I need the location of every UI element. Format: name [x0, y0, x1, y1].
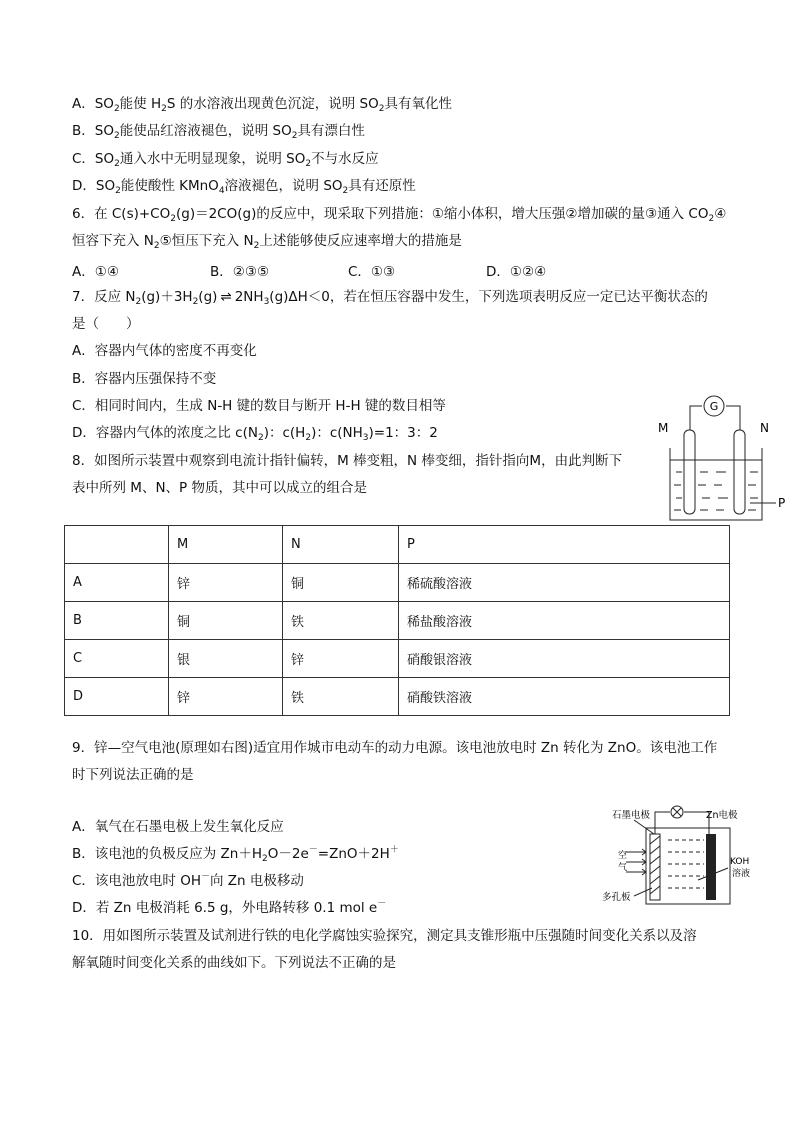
- table-cell: 稀盐酸溶液: [399, 602, 730, 640]
- q6-option-c: C．①③: [348, 264, 396, 280]
- table-cell: B: [65, 602, 169, 640]
- q7-option-d: D．容器内气体的浓度之比 $c(N_2)$：$c(H_2)$：$c(NH_3)=1$：3：2: [72, 425, 438, 443]
- solution-label: 溶液: [732, 869, 751, 879]
- q5-option-c: C．$SO_2$通入水中无明显现象，说明 $SO_2$不与水反应: [72, 151, 379, 169]
- table-cell: 铜: [283, 564, 399, 602]
- q6-stem-line1: 6．在 $C(s)+CO_2(g)=2CO(g)$的反应中，现采取下列措施：①缩小体积，增大压强②增加碳的量③通入 $CO_2④$: [72, 206, 727, 224]
- q9-stem-line1: 9．锌—空气电池(原理如右图)适宜用作城市电动车的动力电源。该电池放电时 Zn 转化为 ZnO。该电池工作: [72, 740, 718, 756]
- table-cell: 银: [169, 640, 283, 678]
- table-cell: C: [65, 640, 169, 678]
- table-row: [65, 602, 730, 640]
- table-row: [65, 564, 730, 602]
- q7-option-a: A．容器内气体的密度不再变化: [72, 343, 257, 359]
- label-p: P: [778, 496, 786, 510]
- table-cell: M: [169, 526, 283, 564]
- galvanometer-label: G: [709, 400, 719, 413]
- q7-stem-line2: 是（ ）: [72, 316, 140, 332]
- q5-option-a: A．$SO_2$能使 $H_2S$ 的水溶液出现黄色沉淀，说明 $SO_2$具有氧化性: [72, 96, 452, 114]
- graphite-label: 石墨电极: [612, 810, 651, 821]
- table-cell: N: [283, 526, 399, 564]
- table-cell: 硝酸铁溶液: [399, 678, 730, 716]
- q6-stem-line2: 恒容下充入 $N_2⑤$恒压下充入 $N_2$上述能够使反应速率增大的措施是: [72, 233, 462, 251]
- label-m: M: [658, 421, 669, 435]
- table-cell: P: [399, 526, 730, 564]
- q9-option-a: A．氧气在石墨电极上发生氧化反应: [72, 819, 284, 835]
- q7-option-b: B．容器内压强保持不变: [72, 371, 217, 387]
- table-cell: 铜: [169, 602, 283, 640]
- table-row: [65, 678, 730, 716]
- table-cell: 铁: [283, 602, 399, 640]
- koh-label: KOH: [730, 857, 750, 867]
- q9-option-b: B．该电池的负极反应为 $Zn+H_2O-2e^-=ZnO+2H^+$: [72, 845, 399, 864]
- table-cell: 铁: [283, 678, 399, 716]
- porous-plate-label: 多孔板: [602, 892, 631, 903]
- q9-option-d: D．若 Zn 电极消耗 6.5 g，外电路转移 0.1 mol e－: [72, 899, 387, 916]
- air-label-1: 空: [618, 851, 628, 861]
- table-cell: 硝酸银溶液: [399, 640, 730, 678]
- q8-stem-line2: 表中所列 M、N、P 物质，其中可以成立的组合是: [72, 480, 367, 496]
- zn-label: Zn电极: [706, 810, 738, 821]
- q8-stem-line1: 8．如图所示装置中观察到电流计指针偏转，M 棒变粗，N 棒变细，指针指向M，由此判断下: [72, 453, 623, 469]
- q5-option-d: D．$SO_2$能使酸性 KMnO$_4$溶液褪色，说明 $SO_2$具有还原性: [72, 178, 416, 196]
- q7-stem-line1: 7．反应 $N_2(g)+3H_2(g)$ ⇌ $2NH_3(g)\Delta H<0$，若在恒压容器中发生，下列选项表明反应一定已达平衡状态的: [72, 289, 708, 307]
- table-cell: D: [65, 678, 169, 716]
- q9-zinc-air-battery-figure: [588, 800, 788, 912]
- table-cell: 锌: [169, 564, 283, 602]
- q10-stem-line2: 解氧随时间变化关系的曲线如下。下列说法不正确的是: [72, 955, 396, 971]
- air-label-2: 气: [618, 863, 628, 873]
- equilibrium-arrow-icon: ⇌: [220, 289, 232, 305]
- electrode-n: [734, 430, 745, 514]
- q9-stem-line2: 时下列说法正确的是: [72, 767, 194, 783]
- q9-option-c: C．该电池放电时 OH－向 Zn 电极移动: [72, 872, 304, 889]
- q7-option-c: C．相同时间内，生成 N-H 键的数目与断开 H-H 键的数目相等: [72, 398, 446, 414]
- table-cell: A: [65, 564, 169, 602]
- table-cell: [65, 526, 169, 564]
- label-n: N: [760, 421, 769, 435]
- table-header-row: [65, 526, 730, 564]
- table-cell: 锌: [283, 640, 399, 678]
- q5-option-b: B．$SO_2$能使品红溶液褪色，说明 $SO_2$具有漂白性: [72, 123, 365, 141]
- table-row: [65, 640, 730, 678]
- q10-stem-line1: 10．用如图所示装置及试剂进行铁的电化学腐蚀实验探究，测定具支锥形瓶中压强随时间变化关系以及溶: [72, 928, 697, 944]
- q8-options-table: [64, 525, 730, 716]
- electrode-m: [684, 430, 695, 514]
- table-cell: 稀硫酸溶液: [399, 564, 730, 602]
- table-cell: 锌: [169, 678, 283, 716]
- q6-option-d: D．①②④: [486, 264, 547, 280]
- zn-electrode: [706, 834, 716, 900]
- q6-option-b: B．②③⑤: [210, 264, 270, 280]
- q6-option-a: A．①④: [72, 264, 119, 280]
- q8-galvanic-cell-figure: [650, 390, 790, 525]
